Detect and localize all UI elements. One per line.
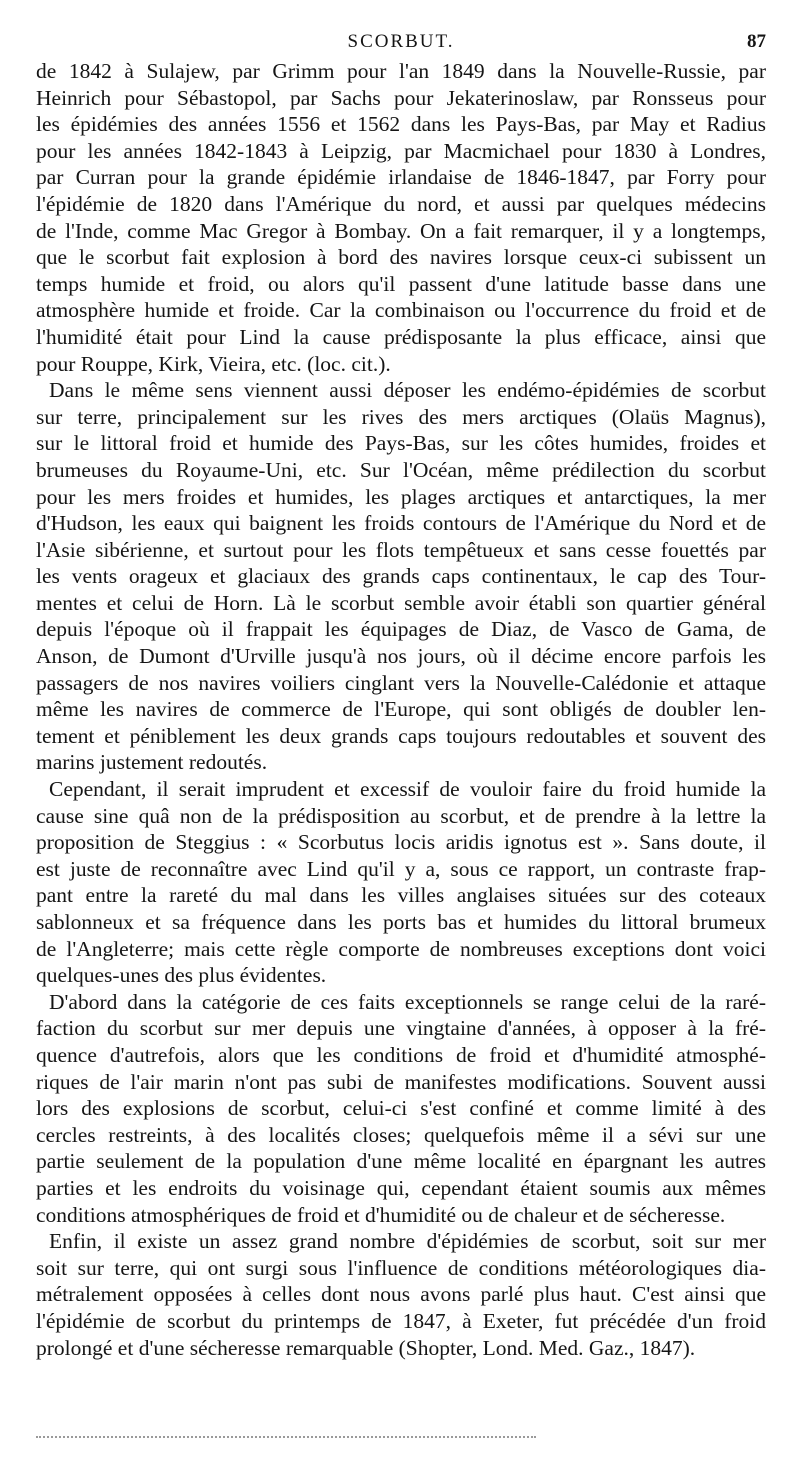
text-line: sur le littoral froid et humide des Pays-Bas, sur les côtes humides, froides et (36, 431, 766, 456)
text-line: riques de l'air marin n'ont pas subi de manifestes modifications. Souvent aussi (36, 1069, 766, 1094)
text-line: pour les mers froides et humides, les plages arctiques et antarctiques, la mer (36, 484, 766, 509)
paragraph-end-line: pour Rouppe, Kirk, Vieira, etc. (loc. cit.). (36, 351, 391, 376)
text-line: d'Hudson, les eaux qui baignent les froids contours de l'Amérique du Nord et de (36, 511, 766, 536)
body-text (36, 58, 766, 1361)
text-line: sablonneux et sa fréquence dans les ports bas et humides du littoral brumeux (36, 910, 766, 934)
text-line: par Curran pour la grande épidémie irlandaise de 1846-1847, par Forry pour (36, 165, 766, 190)
text-line: de l'Inde, comme Mac Gregor à Bombay. On a fait remarquer, il y a longtemps, (36, 218, 766, 243)
text-line: faction du scorbut sur mer depuis une vingtaine d'années, à opposer à la fré- (36, 1016, 766, 1041)
paragraph-end-line: marins justement redoutés. (36, 750, 268, 775)
text-line: mentes et celui de Horn. Là le scorbut semble avoir établi son quartier général (36, 590, 766, 615)
footer-dotted-rule (36, 1436, 536, 1438)
paragraph-start-line: Dans le même sens viennent aussi déposer les endémo-épidémies de scorbut (49, 378, 766, 403)
text-line: Anson, de Dumont d'Urville jusqu'à nos jours, où il décime encore parfois les (36, 644, 766, 669)
text-line: lors des explosions de scorbut, celui-ci s'est confiné et comme limité à des (36, 1096, 766, 1121)
text-line: métralement opposées à celles dont nous avons parlé plus haut. C'est ainsi que (36, 1282, 766, 1307)
text-line: l'humidité était pour Lind la cause prédisposante la plus efficace, ainsi que (36, 324, 766, 349)
text-line: soit sur terre, qui ont surgi sous l'influence de conditions météorologiques dia- (36, 1255, 766, 1280)
paragraph-start-line: Cependant, il serait imprudent et excessif de vouloir faire du froid humide la (49, 777, 766, 802)
text-line: cercles restreints, à des localités closes; quelquefois même il a sévi sur une (36, 1122, 766, 1147)
text-line: brumeuses du Royaume-Uni, etc. Sur l'Océan, même prédilection du scorbut (36, 457, 766, 482)
text-line: Heinrich pour Sébastopol, par Sachs pour Jekaterinoslaw, par Ronsseus pour (36, 85, 766, 110)
text-line: cause sine quâ non de la prédisposition au scorbut, et de prendre à la lettre la (36, 803, 766, 828)
text-line: pour les années 1842-1843 à Leipzig, par Macmichael pour 1830 à Londres, (36, 138, 766, 163)
text-line: que le scorbut fait explosion à bord des navires lorsque ceux-ci subissent un (36, 245, 766, 270)
text-line: pant entre la rareté du mal dans les villes anglaises situées sur des coteaux (36, 883, 766, 908)
text-line: sur terre, principalement sur les rives des mers arctiques (Olaüs Magnus), (36, 404, 766, 429)
running-title: SCORBUT. (347, 31, 455, 52)
paragraph-end-line: prolongé et d'une sécheresse remarquable (Shopter, Lond. Med. Gaz., 1847). (36, 1335, 696, 1360)
text-line: tement et péniblement les deux grands caps toujours redoutables et souvent des (36, 723, 766, 748)
text-line: parties et les endroits du voisinage qui, cependant étaient soumis aux mêmes (36, 1175, 766, 1200)
text-line: les épidémies des années 1556 et 1562 dans les Pays-Bas, par May et Radius (36, 112, 766, 137)
paragraph-end-line: conditions atmosphériques de froid et d'humidité ou de chaleur et de sécheresse. (36, 1202, 726, 1227)
text-line: même les navires de commerce de l'Europe, qui sont obligés de doubler len- (36, 697, 766, 722)
text-line: de l'Angleterre; mais cette règle comporte de nombreuses exceptions dont voici (36, 936, 766, 961)
paragraph-end-line: quelques-unes des plus évidentes. (36, 963, 327, 988)
text-line: atmosphère humide et froide. Car la combinaison ou l'occurrence du froid et de (36, 298, 766, 323)
text-line: l'épidémie de scorbut du printemps de 1847, à Exeter, fut précédée d'un froid (36, 1308, 766, 1333)
text-line: temps humide et froid, ou alors qu'il passent d'une latitude basse dans une (36, 271, 766, 296)
text-line: quence d'autrefois, alors que les conditions de froid et d'humidité atmosphé- (36, 1042, 766, 1067)
text-line: est juste de reconnaître avec Lind qu'il y a, sous ce rapport, un contraste frap- (36, 856, 766, 881)
text-line: les vents orageux et glaciaux des grands caps continentaux, le cap des Tour- (36, 564, 766, 589)
paragraph-start-line: Enfin, il existe un assez grand nombre d'épidémies de scorbut, soit sur mer (49, 1229, 766, 1254)
text-line: proposition de Steggius : « Scorbutus locis aridis ignotus est ». Sans doute, il (36, 830, 766, 855)
text-line: l'Asie sibérienne, et surtout pour les flots tempêtueux et sans cesse fouettés par (36, 537, 766, 562)
text-line: partie seulement de la population d'une même localité en épargnant les autres (36, 1149, 766, 1174)
paragraph-start-line: D'abord dans la catégorie de ces faits exceptionnels se range celui de la raré- (49, 989, 766, 1014)
running-head (36, 30, 766, 54)
text-line: depuis l'époque où il frappait les équipages de Diaz, de Vasco de Gama, de (36, 617, 766, 642)
text-line: l'épidémie de 1820 dans l'Amérique du nord, et aussi par quelques médecins (36, 191, 766, 216)
page-number: 87 (747, 31, 766, 52)
text-line: de 1842 à Sulajew, par Grimm pour l'an 1849 dans la Nouvelle-Russie, par (36, 59, 766, 83)
text-line: passagers de nos navires voiliers cinglant vers la Nouvelle-Calédonie et attaque (36, 670, 766, 695)
